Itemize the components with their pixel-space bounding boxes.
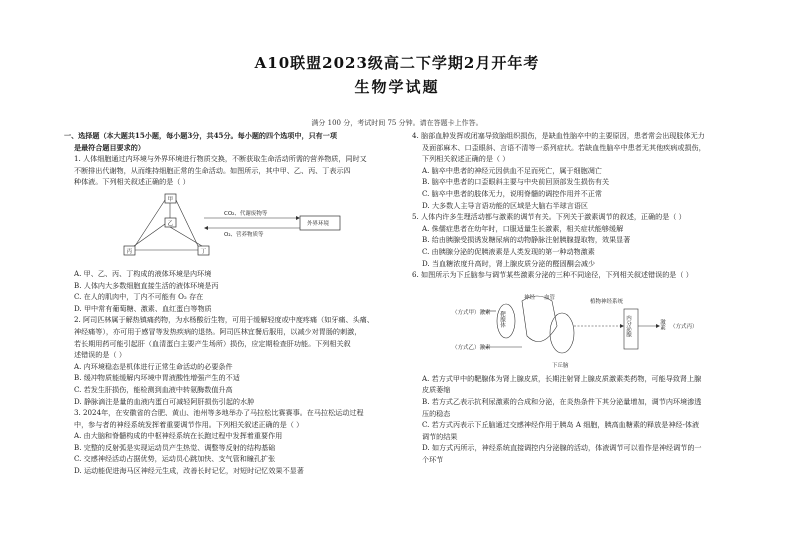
q5-option-b: B. 给由胰腺受损诱发糖尿病的动物静脉注射胰腺提取物，效果显著 bbox=[422, 235, 631, 245]
q3-stem-line: 3. 2024年，在安徽省的合肥、黄山、池州等多地举办了马拉松比赛赛事。在马拉松运动过程 bbox=[74, 408, 364, 418]
section-heading: 一、选择题（本大题共15小题，每小题3分，共45分。每小题的四个选项中，只有一项 bbox=[64, 131, 337, 140]
q2-stem-line: 神经痛等），亦可用于感冒等发热疾病的退热。阿司匹林宜餐后服用，以减少对胃肠的刺激， bbox=[74, 326, 362, 336]
fig6-signal: 植物神经系统 bbox=[590, 298, 624, 305]
q3-stem-line: 中，参与者的神经系统发挥着重要调节作用。下列相关叙述正确的是（ ） bbox=[74, 419, 304, 429]
fig1-label-bottom: O₂、营养物质等 bbox=[224, 231, 264, 238]
q3-option-a: A. 由大脑和脊髓构成的中枢神经系统在长跑过程中发挥着重要作用 bbox=[74, 431, 283, 441]
right-column bbox=[412, 130, 734, 465]
question-2 bbox=[64, 314, 378, 407]
q5-option-c: C. 由胰腺分泌的促胰液素是人类发现的第一种动物激素 bbox=[422, 246, 595, 256]
question-1 bbox=[64, 153, 378, 314]
exam-note: 满分 100 分，考试时间 75 分钟。请在答题卡上作答。 bbox=[311, 119, 483, 127]
q4-option-d: D. 大多数人主导言语功能的区域是大脑右半球言语区 bbox=[422, 200, 589, 210]
q4-option-a: A. 脑卒中患者的神经元因供血不足而死亡，属于细胞凋亡 bbox=[422, 165, 602, 175]
q1-option-b: B. 人体内大多数细胞直接生活的液体环境是丙 bbox=[74, 280, 219, 290]
fig1-jia: 甲 bbox=[167, 196, 174, 203]
q6-stem-line: 6. 如图所示为下丘脑参与调节某些激素分泌的三种不同途径，下列相关叙述错误的是（ ） bbox=[412, 270, 693, 280]
question-6 bbox=[412, 269, 734, 465]
q1-stem-line: 1. 人体细胞通过内环境与外界环境进行物质交换，不断获取生命活动所需的营养物质，同时又 bbox=[74, 154, 367, 164]
fig6-target: 靶腺体 bbox=[499, 310, 505, 328]
q2-option-c: C. 若发生肝损伤，能检测到血液中转氨酶数值升高 bbox=[74, 384, 233, 394]
fig6-bing: （方式丙） bbox=[670, 323, 698, 330]
fig6-hormone: 激素 bbox=[659, 318, 665, 330]
q2-stem-line: 2. 阿司匹林属于解热镇痛药物，为水杨酸衍生物，可用于缓解轻度或中度疼痛（如牙痛、头痛、 bbox=[74, 315, 374, 325]
q2-stem-line: 述错误的是（ ） bbox=[74, 350, 126, 360]
q3-option-b: B. 完整的反射弧是实现运动员产生热觉、调整等反射的结构基础 bbox=[74, 442, 276, 452]
left-column bbox=[64, 130, 378, 477]
q2-stem-line: 若长期用药可能引起肝（血清蛋白主要产生场所）损伤，应定期检查肝功能。下列相关叙 bbox=[74, 338, 351, 348]
q1-stem-line: 种体液。下列相关叙述正确的是（ ） bbox=[74, 177, 190, 187]
fig6-jia: （方式甲）激素 bbox=[452, 309, 491, 316]
q5-option-d: D. 当血糖浓度升高时，肾上腺皮质分泌的醛固酮会减少 bbox=[422, 258, 596, 268]
fig1-ding: 丁 bbox=[200, 248, 207, 255]
q4-option-c: C. 脑卒中患者的肢体无力，说明脊髓的调控作用并不正常 bbox=[422, 188, 602, 198]
question-5 bbox=[412, 211, 734, 269]
q1-stem-line: 不断排出代谢物，从而维持细胞正常的生命活动。如图所示，其中甲、乙、丙、丁表示四 bbox=[74, 165, 351, 175]
q2-option-a: A. 内环境稳态是机体进行正常生命活动的必要条件 bbox=[74, 361, 233, 371]
question-3 bbox=[64, 407, 378, 477]
fig1-bing: 丙 bbox=[126, 248, 133, 255]
fig6-gland: 内分泌腺 bbox=[625, 314, 631, 337]
q4-stem-line: 及面部麻木、口歪眼斜、言语不清等一系列症状。若缺血性脑卒中患者无其他疾病或损伤， bbox=[422, 142, 706, 152]
q4-option-b: B. 脑卒中患者的口歪眼斜主要与中央前回顶部发生损伤有关 bbox=[422, 177, 610, 187]
q6-option-c-cont: 调节的结果 bbox=[422, 431, 458, 441]
q6-option-a: A. 若方式甲中的靶腺体为肾上腺皮质，长期注射肾上腺皮质激素类药物，可能导致肾上腺 bbox=[422, 373, 702, 383]
fig1-box-env: 外界环境 bbox=[307, 220, 330, 227]
fig1-label-top: CO₂、代谢废物等 bbox=[224, 210, 268, 217]
q6-option-b: B. 若方式乙表示抗利尿激素的合成和分泌，在炎热条件下其分泌量增加，调节内环境渗透 bbox=[422, 396, 702, 406]
q6-option-a-cont: 皮质萎缩 bbox=[422, 385, 451, 395]
q5-stem-line: 5. 人体内许多生理活动都与激素的调节有关。下列关于激素调节的叙述，正确的是（ ） bbox=[412, 212, 686, 222]
fig1-yi: 乙 bbox=[167, 220, 174, 227]
q6-option-d: D. 如方式丙所示，神经系统直接调控内分泌腺的活动，体液调节可以看作是神经调节的一 bbox=[422, 443, 702, 453]
fig6-yi: （方式乙）激素 bbox=[452, 344, 491, 351]
q6-option-d-cont: 个环节 bbox=[422, 454, 444, 464]
q1-figure bbox=[64, 188, 378, 268]
q6-option-c: C. 若方式丙表示下丘脑通过交感神经作用于胰岛 A 细胞，胰高血糖素的释放是神经-体液 bbox=[422, 420, 700, 430]
q4-stem-line: 下列相关叙述正确的是（ ） bbox=[422, 154, 510, 164]
fig6-blood: 血管 bbox=[544, 294, 556, 301]
q1-option-c: C. 在人的肌肉中，丁内不可能有 O₂ 存在 bbox=[74, 292, 204, 302]
exam-subtitle: 生物学试题 bbox=[354, 78, 440, 96]
q6-option-b-cont: 压的稳态 bbox=[422, 408, 451, 418]
q4-stem-line: 4. 脑部血肿发挥或闭塞导致脑组织损伤，是缺血性脑卒中的主要原因，患者常会出现肢体无力 bbox=[412, 131, 705, 140]
exam-title: A10联盟2023级高二下学期2月开年考 bbox=[254, 54, 540, 72]
q6-figure bbox=[412, 281, 734, 373]
q2-option-d: D. 静脉滴注是量的血液内蛋白可减轻阿肝损伤引起的水肿 bbox=[74, 396, 255, 406]
q3-option-c: C. 交感神经活动占据优势，运动员心跳加快、支气管和瞳孔扩张 bbox=[74, 454, 276, 464]
q5-option-a: A. 侏儒症患者在幼年时，口服适量生长激素，相关症状能够缓解 bbox=[422, 223, 624, 233]
q1-option-d: D. 甲中常有葡萄糖、激素、血红蛋白等物质 bbox=[74, 303, 212, 313]
question-4 bbox=[412, 130, 734, 211]
fig6-nerve: 神经 bbox=[524, 294, 536, 301]
section-heading-cont: 是最符合题目要求的） bbox=[74, 142, 145, 152]
fig6-hypo: 下丘脑 bbox=[552, 362, 569, 369]
q3-option-d: D. 运动能促进海马区神经元生成，改善长时记忆，对短时记忆效果不显著 bbox=[74, 466, 304, 476]
q1-option-a: A. 甲、乙、丙、丁构成的液体环境是内环境 bbox=[74, 268, 212, 278]
q2-option-b: B. 缓冲物质能缓解内环境中胃液酸性增强产生的不适 bbox=[74, 373, 240, 383]
